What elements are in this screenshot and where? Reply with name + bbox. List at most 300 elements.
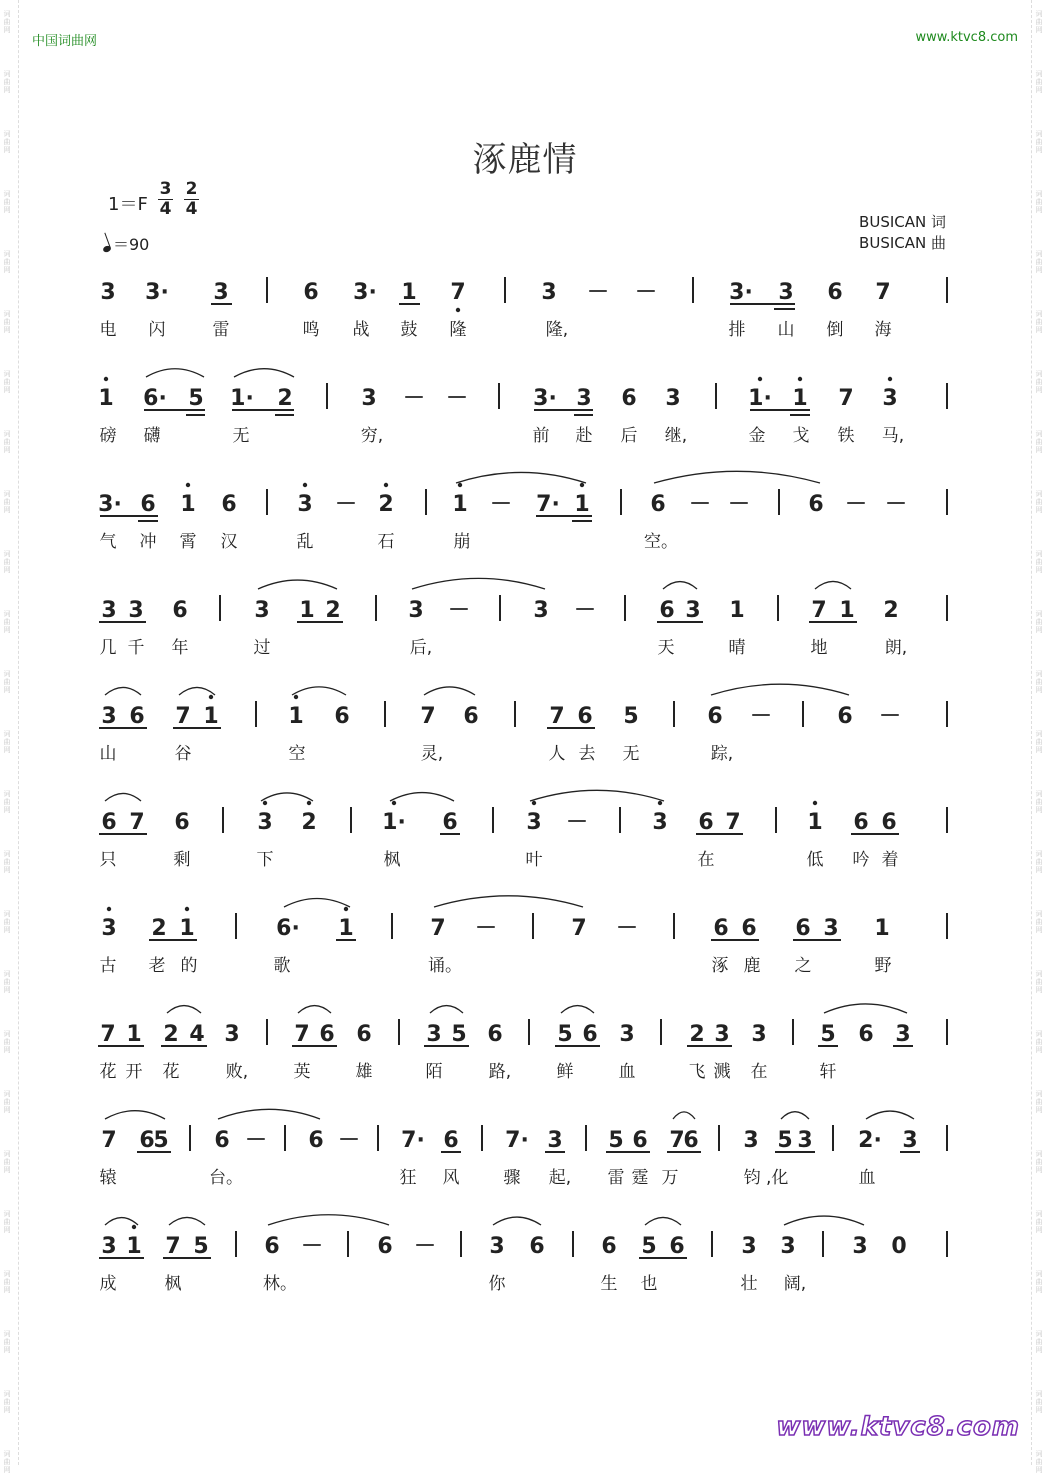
lyric: 溅 <box>713 1062 731 1082</box>
lyric: 灵, <box>420 744 444 764</box>
lyric: 狂 <box>399 1168 417 1188</box>
note: 3 <box>778 280 794 305</box>
lyric: 歌 <box>273 956 291 976</box>
lyric: 雷 <box>607 1168 625 1188</box>
octave-up-dot <box>384 483 388 487</box>
note: 3 <box>101 598 117 623</box>
note: 6 <box>264 1234 280 1259</box>
lyric: 鹿 <box>743 956 761 976</box>
lyric: 霆 <box>631 1168 649 1188</box>
lyric: 开 <box>125 1062 143 1082</box>
tie-slur <box>169 1217 205 1225</box>
note: 3 <box>101 1234 117 1259</box>
watermark-text: 词 曲 网 <box>1035 790 1043 814</box>
watermark-text: 词 曲 网 <box>1035 730 1043 754</box>
note: 3 <box>741 1234 757 1259</box>
tie-slur <box>179 687 215 695</box>
note: 5 <box>820 1022 836 1047</box>
note: 5 <box>557 1022 573 1047</box>
lyric: 乱 <box>296 532 314 552</box>
note: 7 <box>838 386 854 411</box>
watermark-text: 词 曲 网 <box>1035 670 1043 694</box>
watermark-text: 词 曲 网 <box>3 610 11 634</box>
note: 1 <box>288 704 304 729</box>
lyric: 辕 <box>99 1168 117 1188</box>
note: 3· <box>98 492 122 517</box>
site-url-right: www.ktvc8.com <box>915 30 1018 45</box>
note: 1 <box>401 280 417 305</box>
note: 3· <box>533 386 557 411</box>
key-signature: 1＝F <box>108 194 148 215</box>
note: 6 <box>650 492 666 517</box>
lyric: 血 <box>858 1168 876 1188</box>
watermark-text: 词 曲 网 <box>3 790 11 814</box>
tie-slur <box>784 1216 864 1225</box>
tie-slur <box>298 1006 331 1013</box>
lyric: 鲜 <box>556 1062 574 1082</box>
watermark-text: 词 曲 网 <box>3 850 11 874</box>
lyric: 壮 <box>740 1274 758 1294</box>
note: 6 <box>140 492 156 517</box>
note: 6 <box>377 1234 393 1259</box>
watermark-text: 词 曲 网 <box>3 1210 11 1234</box>
note: － <box>878 704 902 729</box>
octave-up-dot <box>209 695 213 699</box>
lyric: 汉 <box>220 532 238 552</box>
tie-slur <box>105 793 141 801</box>
note: 6 <box>827 280 843 305</box>
note: － <box>300 1234 324 1259</box>
octave-up-dot <box>263 801 267 805</box>
note: － <box>884 492 908 517</box>
octave-up-dot <box>344 907 348 911</box>
note: 7 <box>571 916 587 941</box>
watermark-text: 词 曲 网 <box>1035 1210 1043 1234</box>
lyric: 隆, <box>545 320 569 340</box>
note: 3 <box>882 386 898 411</box>
note: 3 <box>533 598 549 623</box>
watermark-text: 词 曲 网 <box>3 1030 11 1054</box>
lyric: 在 <box>697 850 715 870</box>
octave-up-dot <box>658 801 662 805</box>
lyric: 阔, <box>783 1274 807 1294</box>
note: 6 <box>174 810 190 835</box>
note: 1 <box>98 386 114 411</box>
note: 5 <box>641 1234 657 1259</box>
tempo-marking: ＝90 <box>103 232 149 255</box>
watermark-text: 词 曲 网 <box>1035 910 1043 934</box>
lyric: 几 <box>99 638 117 658</box>
note: 6 <box>442 810 458 835</box>
lyric: 万 <box>661 1168 679 1188</box>
tie-slur <box>673 1112 695 1119</box>
lyric: 轩 <box>819 1062 837 1082</box>
watermark-text: 词 曲 网 <box>3 910 11 934</box>
lyric: 的 <box>180 956 198 976</box>
note: 1 <box>729 598 745 623</box>
watermark-text: 词 曲 网 <box>1035 1330 1043 1354</box>
note: 1 <box>299 598 315 623</box>
note: 3 <box>780 1234 796 1259</box>
tie-slur <box>493 1217 541 1225</box>
tie-slur <box>292 687 346 695</box>
note: 3 <box>902 1128 918 1153</box>
note: 6 <box>463 704 479 729</box>
lyric: 涿 <box>711 956 729 976</box>
note: 3 <box>547 1128 563 1153</box>
note: 5 <box>623 704 639 729</box>
tie-slur <box>430 1006 463 1013</box>
tie-slur <box>654 471 820 483</box>
lyric: 鸣 <box>302 320 320 340</box>
note: － <box>573 598 597 623</box>
note: 6 <box>837 704 853 729</box>
note: 5 <box>193 1234 209 1259</box>
tie-slur <box>105 687 141 695</box>
watermark-text: 词 曲 网 <box>1035 610 1043 634</box>
octave-up-dot <box>888 377 892 381</box>
note: 6 <box>129 704 145 729</box>
lyric: 血 <box>618 1062 636 1082</box>
tie-slur <box>146 369 204 377</box>
lyric: 鼓 <box>400 320 418 340</box>
note: 7 <box>101 1128 117 1153</box>
note: 3· <box>353 280 377 305</box>
lyric: 路, <box>488 1062 512 1082</box>
lyric: 海 <box>874 320 892 340</box>
note: 1 <box>126 1022 142 1047</box>
lyric: 朗, <box>884 638 908 658</box>
watermark-text: 词 曲 网 <box>3 550 11 574</box>
note: 6 <box>881 810 897 835</box>
octave-up-dot <box>532 801 536 805</box>
note: － <box>334 492 358 517</box>
tie-slur <box>530 790 664 801</box>
note: － <box>413 1234 437 1259</box>
lyric: 铁 <box>837 426 855 446</box>
lyric: 霄 <box>179 532 197 552</box>
lyric: 枫 <box>383 850 401 870</box>
lyric: 继, <box>664 426 688 446</box>
composer: BUSICAN 曲 <box>859 234 946 252</box>
lyric: 气 <box>99 532 117 552</box>
tie-slur <box>390 793 454 801</box>
lyric: 起, <box>548 1168 572 1188</box>
lyric: 戈 <box>792 426 810 446</box>
octave-up-dot <box>104 377 108 381</box>
note: 5 <box>608 1128 624 1153</box>
watermark-text: 词 曲 网 <box>3 730 11 754</box>
watermark-text: 词 曲 网 <box>1035 370 1043 394</box>
note: 1· <box>382 810 406 835</box>
note: 1 <box>179 916 195 941</box>
lyric: 风 <box>442 1168 460 1188</box>
tie-slur <box>456 472 586 483</box>
watermark-text: 词 曲 网 <box>3 1450 11 1474</box>
note: 3 <box>852 1234 868 1259</box>
note: 7 <box>420 704 436 729</box>
note: 6 <box>669 1234 685 1259</box>
lyric: 之 <box>794 956 812 976</box>
note: 7 <box>430 916 446 941</box>
lyric: 马, <box>881 426 905 446</box>
octave-up-dot <box>107 907 111 911</box>
lyric: 赴 <box>575 426 593 446</box>
octave-up-dot <box>294 695 298 699</box>
note: 2 <box>151 916 167 941</box>
tie-slur <box>663 582 697 589</box>
note: 1· <box>748 386 772 411</box>
lyric: 穷, <box>360 426 384 446</box>
octave-up-dot <box>186 483 190 487</box>
note: 3 <box>101 704 117 729</box>
watermark-text: 词 曲 网 <box>3 430 11 454</box>
note: 1 <box>874 916 890 941</box>
note: 1 <box>180 492 196 517</box>
note: － <box>727 492 751 517</box>
tie-slur <box>866 1111 914 1119</box>
watermark-text: 词 曲 网 <box>1035 430 1043 454</box>
lyric: 山 <box>99 744 117 764</box>
note: 6 <box>308 1128 324 1153</box>
watermark-text: 词 曲 网 <box>3 190 11 214</box>
tie-slur <box>105 1218 138 1225</box>
octave-up-dot <box>580 483 584 487</box>
watermark-text: 词 曲 网 <box>1035 970 1043 994</box>
note: 1 <box>839 598 855 623</box>
watermark-text: 词 曲 网 <box>1035 850 1043 874</box>
note: － <box>586 280 610 305</box>
note: 6 <box>487 1022 503 1047</box>
watermark-text: 词 曲 网 <box>3 1270 11 1294</box>
note: 3 <box>257 810 273 835</box>
watermark-text: 词 曲 网 <box>3 670 11 694</box>
note: 3 <box>100 280 116 305</box>
note: 6 <box>713 916 729 941</box>
note: 7· <box>401 1128 425 1153</box>
lyric: 叶 <box>525 850 543 870</box>
note: － <box>337 1128 361 1153</box>
note: 7 <box>450 280 466 305</box>
note: 3 <box>823 916 839 941</box>
lyric: 磅 <box>99 426 117 446</box>
tie-slur <box>261 793 313 801</box>
note: 6 <box>139 1128 155 1153</box>
note: 2 <box>277 386 293 411</box>
note: 6 <box>808 492 824 517</box>
note: 3 <box>361 386 377 411</box>
lyricist: BUSICAN 词 <box>859 213 946 231</box>
lyric: 古 <box>99 956 117 976</box>
watermark-text: 词 曲 网 <box>1035 1030 1043 1054</box>
note: － <box>749 704 773 729</box>
note: 3 <box>426 1022 442 1047</box>
lyric: 野 <box>874 956 892 976</box>
note: 6· <box>276 916 300 941</box>
lyric: 排 <box>728 320 746 340</box>
lyric: 林。 <box>263 1274 297 1294</box>
lyric: 生 <box>600 1274 618 1294</box>
lyric: 你 <box>488 1274 506 1294</box>
note: 3 <box>526 810 542 835</box>
lyric: 去 <box>578 744 596 764</box>
lyric: 下 <box>256 850 274 870</box>
note: 6 <box>707 704 723 729</box>
song-title: 涿鹿情 <box>472 140 578 180</box>
note: 1 <box>338 916 354 941</box>
time-signature-3-4: 3 4 <box>159 179 172 219</box>
watermark-text: 词 曲 网 <box>1035 1150 1043 1174</box>
note: 3 <box>652 810 668 835</box>
note: － <box>844 492 868 517</box>
watermark-text: 词 曲 网 <box>3 1330 11 1354</box>
lyric: 后 <box>620 426 638 446</box>
watermark-text: 词 曲 网 <box>3 1390 11 1414</box>
lyric: 雷 <box>212 320 230 340</box>
note: 6 <box>621 386 637 411</box>
lyric: 成 <box>99 1274 117 1294</box>
watermark-text: 词 曲 网 <box>3 1090 11 1114</box>
lyric: 年 <box>171 638 189 658</box>
octave-up-dot <box>813 801 817 805</box>
note: 1 <box>203 704 219 729</box>
watermark-text: 词 曲 网 <box>1035 190 1043 214</box>
note: 2 <box>378 492 394 517</box>
note: 6 <box>221 492 237 517</box>
note: 7 <box>165 1234 181 1259</box>
lyric: 花 <box>99 1062 117 1082</box>
watermark-text: 词 曲 网 <box>1035 1270 1043 1294</box>
note: － <box>688 492 712 517</box>
note: 1 <box>807 810 823 835</box>
lyric: 晴 <box>728 638 746 658</box>
lyric: 无 <box>232 426 250 446</box>
note: 7 <box>129 810 145 835</box>
tie-slur <box>234 369 294 377</box>
note: 2· <box>858 1128 882 1153</box>
tie-slur <box>824 1004 907 1013</box>
lyric: 闪 <box>148 320 166 340</box>
lyric: 战 <box>352 320 370 340</box>
watermark-text: 词 曲 网 <box>3 1150 11 1174</box>
lyric: 踪, <box>710 744 734 764</box>
lyric: 无 <box>622 744 640 764</box>
note: 6 <box>577 704 593 729</box>
note: 7 <box>725 810 741 835</box>
note: 6 <box>172 598 188 623</box>
watermark-text: 词 曲 网 <box>3 370 11 394</box>
lyric: 陌 <box>425 1062 443 1082</box>
watermark-text: 词 曲 网 <box>1035 70 1043 94</box>
tie-slur <box>412 578 545 589</box>
note: 6 <box>858 1022 874 1047</box>
note: － <box>402 386 426 411</box>
note: 1 <box>452 492 468 517</box>
octave-up-dot <box>185 907 189 911</box>
tie-slur <box>424 687 475 695</box>
note: 3 <box>101 916 117 941</box>
note: 7· <box>505 1128 529 1153</box>
tie-slur <box>781 1112 809 1119</box>
note: － <box>634 280 658 305</box>
note: 1 <box>574 492 590 517</box>
note: 5 <box>777 1128 793 1153</box>
note: 6 <box>214 1128 230 1153</box>
lyric: 山 <box>777 320 795 340</box>
lyric: 着 <box>881 850 899 870</box>
lyric: 台。 <box>209 1168 243 1188</box>
time-signature-2-4: 2 4 <box>185 179 198 219</box>
site-name-left: 中国词曲网 <box>32 34 98 49</box>
lyric: 英 <box>293 1062 311 1082</box>
lyric: 地 <box>810 638 828 658</box>
lyric: 人 <box>548 744 566 764</box>
lyric: 金 <box>748 426 766 446</box>
note: 6· <box>143 386 167 411</box>
note: － <box>244 1128 268 1153</box>
note: 6 <box>319 1022 335 1047</box>
note: 3 <box>685 598 701 623</box>
watermark-text: 词 曲 网 <box>1035 10 1043 34</box>
watermark-text: 词 曲 网 <box>3 970 11 994</box>
watermark-text: 词 曲 网 <box>1035 310 1043 334</box>
note: 6 <box>303 280 319 305</box>
note: 6 <box>741 916 757 941</box>
lyric: 只 <box>99 850 117 870</box>
note: － <box>565 810 589 835</box>
note: 3 <box>619 1022 635 1047</box>
watermark-text: 词 曲 网 <box>1035 490 1043 514</box>
lyric: 前 <box>532 426 550 446</box>
note: － <box>615 916 639 941</box>
lyric: 千 <box>127 638 145 658</box>
tie-slur <box>284 898 350 907</box>
lyric: 飞 <box>688 1062 706 1082</box>
watermark-text: 词 曲 网 <box>1035 1450 1043 1474</box>
note: 5 <box>451 1022 467 1047</box>
note: 3 <box>743 1128 759 1153</box>
tie-slur <box>434 896 583 907</box>
lyric: 冲 <box>139 532 157 552</box>
lyric: 老 <box>148 956 166 976</box>
note: 0 <box>891 1234 907 1259</box>
lyric: 在 <box>750 1062 768 1082</box>
note: 6 <box>334 704 350 729</box>
tie-slur <box>105 1111 165 1119</box>
note: 7 <box>669 1128 685 1153</box>
note: － <box>474 916 498 941</box>
tie-slur <box>645 1217 681 1225</box>
tie-slur <box>268 1215 389 1225</box>
watermark-text: 词 曲 网 <box>3 250 11 274</box>
octave-up-dot <box>307 801 311 805</box>
note: 3 <box>541 280 557 305</box>
lyric: 后, <box>409 638 433 658</box>
watermark-text: 词 曲 网 <box>1035 550 1043 574</box>
note: 6 <box>601 1234 617 1259</box>
note: 2 <box>883 598 899 623</box>
note: － <box>447 598 471 623</box>
watermark-text: 词 曲 网 <box>1035 1390 1043 1414</box>
lyric: 电 <box>99 320 117 340</box>
octave-up-dot <box>798 377 802 381</box>
tie-slur <box>258 580 337 589</box>
note: 3 <box>576 386 592 411</box>
watermark-text: 词 曲 网 <box>3 490 11 514</box>
note: 5 <box>153 1128 169 1153</box>
note: 7 <box>175 704 191 729</box>
footer-logo: www.ktvc8.com <box>776 1412 1020 1442</box>
